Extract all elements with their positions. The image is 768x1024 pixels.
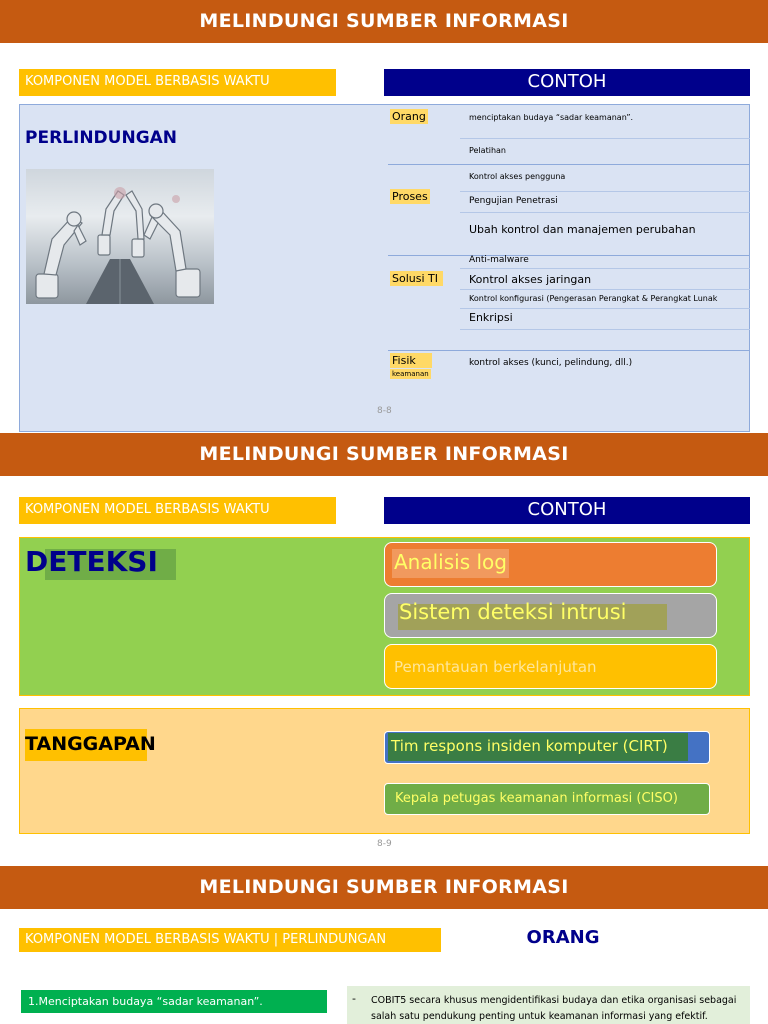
- bullet-dash: -: [352, 992, 356, 1005]
- robot-arms-illustration: [26, 169, 214, 304]
- row-divider: [460, 212, 750, 213]
- category-fisik: Fisik: [390, 353, 432, 368]
- row-divider: [388, 255, 750, 256]
- item-anti-malware: Anti-malware: [469, 255, 529, 265]
- item-budaya: menciptakan budaya “sadar keamanan”.: [469, 113, 634, 122]
- row-divider: [460, 268, 750, 269]
- item-kontrol-fisik: kontrol akses (kunci, pelindung, dll.): [469, 358, 633, 368]
- point-menciptakan-budaya: 1.Menciptakan budaya “sadar keamanan”.: [21, 990, 327, 1013]
- row-divider: [388, 350, 750, 351]
- tanggapan-panel: [19, 708, 750, 834]
- cirt-text: Tim respons insiden komputer (CIRT): [391, 737, 668, 755]
- slide3-component-label: KOMPONEN MODEL BERBASIS WAKTU | PERLINDUNGAN: [19, 928, 441, 952]
- item-kontrol-jaringan: Kontrol akses jaringan: [469, 273, 592, 286]
- pemantauan-text: Pemantauan berkelanjutan: [394, 658, 597, 676]
- row-divider: [460, 138, 750, 139]
- item-enkripsi: Enkripsi: [469, 311, 513, 324]
- orang-heading: ORANG: [526, 927, 600, 948]
- row-divider: [388, 164, 750, 165]
- slide2-title: MELINDUNGI SUMBER INFORMASI: [0, 433, 768, 476]
- item-kontrol-pengguna: Kontrol akses pengguna: [469, 172, 566, 181]
- category-solusi-ti: Solusi TI: [390, 271, 443, 286]
- slide2-page-number: 8-9: [377, 839, 392, 849]
- slide3-title: MELINDUNGI SUMBER INFORMASI: [0, 866, 768, 909]
- slide2-component-label: KOMPONEN MODEL BERBASIS WAKTU: [19, 497, 336, 524]
- row-divider: [460, 308, 750, 309]
- slide2-contoh-label: CONTOH: [384, 497, 750, 524]
- deteksi-heading: DETEKSI: [25, 545, 158, 578]
- item-ubah-kontrol: Ubah kontrol dan manajemen perubahan: [469, 223, 696, 236]
- slide1-contoh-label: CONTOH: [384, 69, 750, 96]
- slide1-title: MELINDUNGI SUMBER INFORMASI: [0, 0, 768, 43]
- item-pelatihan: Pelatihan: [469, 146, 506, 155]
- item-kontrol-konfigurasi: Kontrol konfigurasi (Pengerasan Perangkat & Perangkat Lunak: [469, 294, 718, 303]
- row-divider: [460, 329, 750, 330]
- item-pengujian: Pengujian Penetrasi: [469, 196, 558, 206]
- category-fisik-sub: keamanan: [392, 370, 429, 378]
- robot-arms-image: [26, 169, 214, 304]
- ciso-text: Kepala petugas keamanan informasi (CISO): [395, 791, 678, 806]
- row-divider: [460, 289, 750, 290]
- category-orang: Orang: [392, 110, 426, 123]
- analisis-log-text: Analisis log: [394, 550, 507, 574]
- row-divider: [460, 191, 750, 192]
- cobit-text: COBIT5 secara khusus mengidentifikasi budaya dan etika organisasi sebagai salah satu pendukung penting untuk keamanan informasi yang efektif.: [371, 995, 737, 1022]
- perlindungan-heading: PERLINDUNGAN: [25, 128, 178, 148]
- category-proses: Proses: [392, 190, 428, 203]
- slide1-page-number: 8-8: [377, 406, 392, 416]
- sistem-deteksi-text: Sistem deteksi intrusi: [399, 600, 627, 624]
- tanggapan-heading: TANGGAPAN: [25, 733, 156, 755]
- slide1-component-label: KOMPONEN MODEL BERBASIS WAKTU: [19, 69, 336, 96]
